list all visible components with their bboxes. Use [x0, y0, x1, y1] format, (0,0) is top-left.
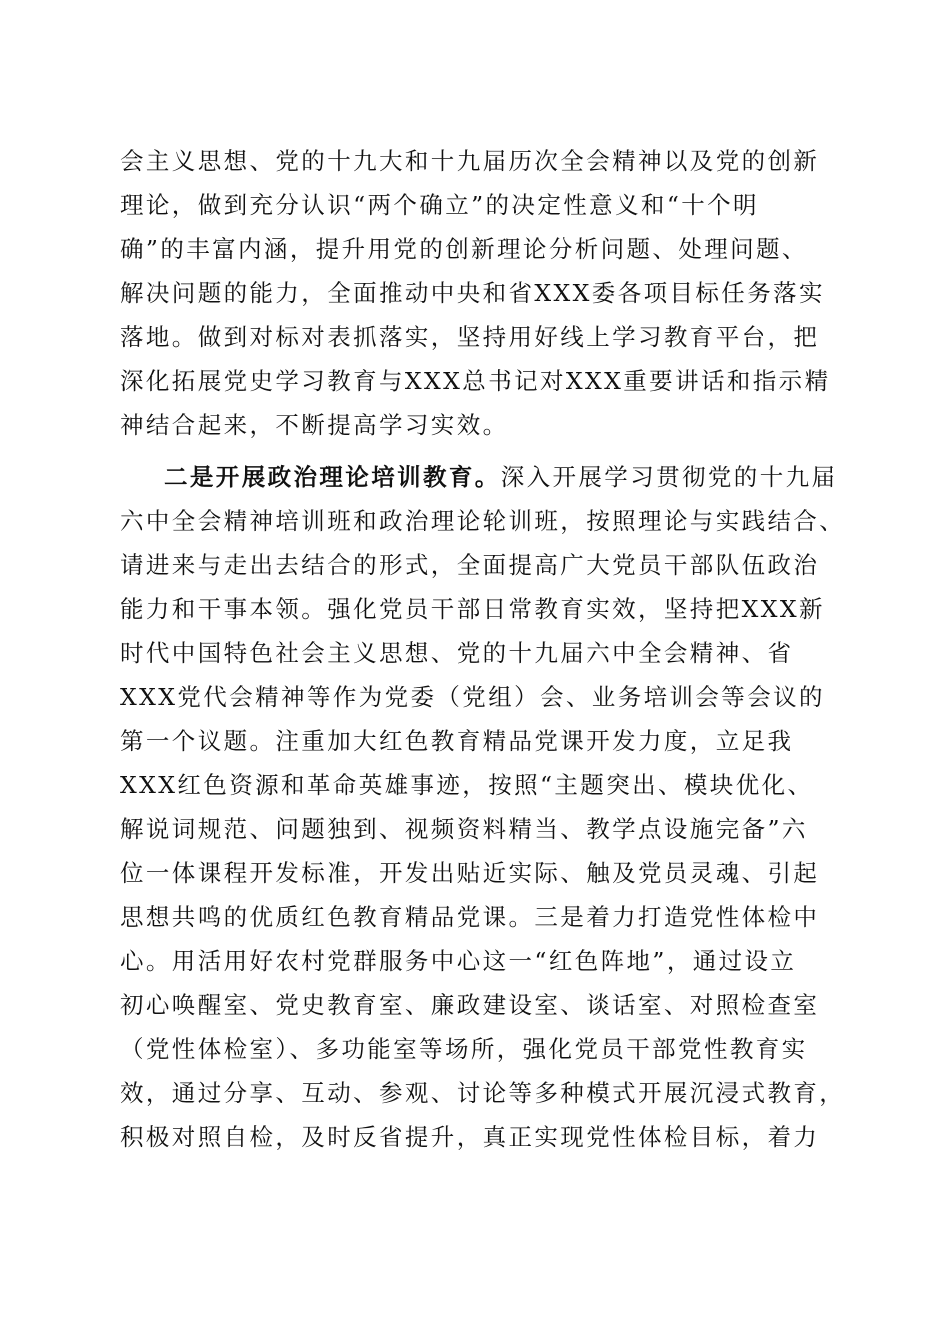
paragraph-2-line-10: 位一体课程开发标准，开发出贴近实际、触及党员灵魂、引起 [120, 859, 820, 887]
paragraph-2-line-9: 解说词规范、问题独到、视频资料精当、教学点设施完备”六 [120, 815, 808, 843]
paragraph-2-line-15: 效，通过分享、互动、参观、讨论等多种模式开展沉浸式教育， [120, 1079, 846, 1107]
paragraph-1-line-4: 解决问题的能力，全面推动中央和省XXX委各项目标任务落实 [120, 279, 825, 307]
paragraph-2-line-1 [164, 457, 837, 497]
paragraph-2-line-16: 积极对照自检，及时反省提升，真正实现党性体检目标，着力 [120, 1123, 820, 1151]
paragraph-2-line-2: 六中全会精神培训班和政治理论轮训班，按照理论与实践结合、 [120, 507, 846, 535]
paragraph-1-line-6: 深化拓展党史学习教育与XXX总书记对XXX重要讲话和指示精 [120, 367, 831, 395]
paragraph-2-first-line-text: 深入开展学习贯彻党的十九届 [500, 463, 838, 491]
paragraph-2-line-14: （党性体检室）、多功能室等场所，强化党员干部党性教育实 [120, 1035, 808, 1063]
paragraph-1-line-3: 确”的丰富内涵，提升用党的创新理论分析问题、处理问题、 [120, 235, 808, 263]
paragraph-2-line-3: 请进来与走出去结合的形式，全面提高广大党员干部队伍政治 [120, 551, 820, 579]
paragraph-1-line-7: 神结合起来，不断提高学习实效。 [120, 411, 509, 439]
paragraph-2-line-6: XXX党代会精神等作为党委（党组）会、业务培训会等会议的 [120, 683, 825, 711]
paragraph-2-line-7: 第一个议题。注重加大红色教育精品党课开发力度，立足我 [120, 727, 794, 755]
paragraph-1-line-2: 理论，做到充分认识“两个确立”的决定性意义和“十个明 [120, 191, 759, 219]
paragraph-2-line-5: 时代中国特色社会主义思想、党的十九届六中全会精神、省 [120, 639, 794, 667]
paragraph-2-heading: 二是开展政治理论培训教育。 [164, 463, 501, 491]
paragraph-2-line-8: XXX红色资源和革命英雄事迹，按照“主题突出、模块优化、 [120, 771, 814, 799]
paragraph-2-line-11: 思想共鸣的优质红色教育精品党课。三是着力打造党性体检中 [120, 903, 820, 931]
paragraph-1-line-1: 会主义思想、党的十九大和十九届历次全会精神以及党的创新 [120, 147, 820, 175]
paragraph-2-line-12: 心。用活用好农村党群服务中心这一“红色阵地”，通过设立 [120, 947, 797, 975]
paragraph-2-line-4: 能力和干事本领。强化党员干部日常教育实效，坚持把XXX新 [120, 595, 825, 623]
paragraph-1-line-5: 落地。做到对标对表抓落实，坚持用好线上学习教育平台，把 [120, 323, 820, 351]
paragraph-2-line-13: 初心唤醒室、党史教育室、廉政建设室、谈话室、对照检查室 [120, 991, 820, 1019]
